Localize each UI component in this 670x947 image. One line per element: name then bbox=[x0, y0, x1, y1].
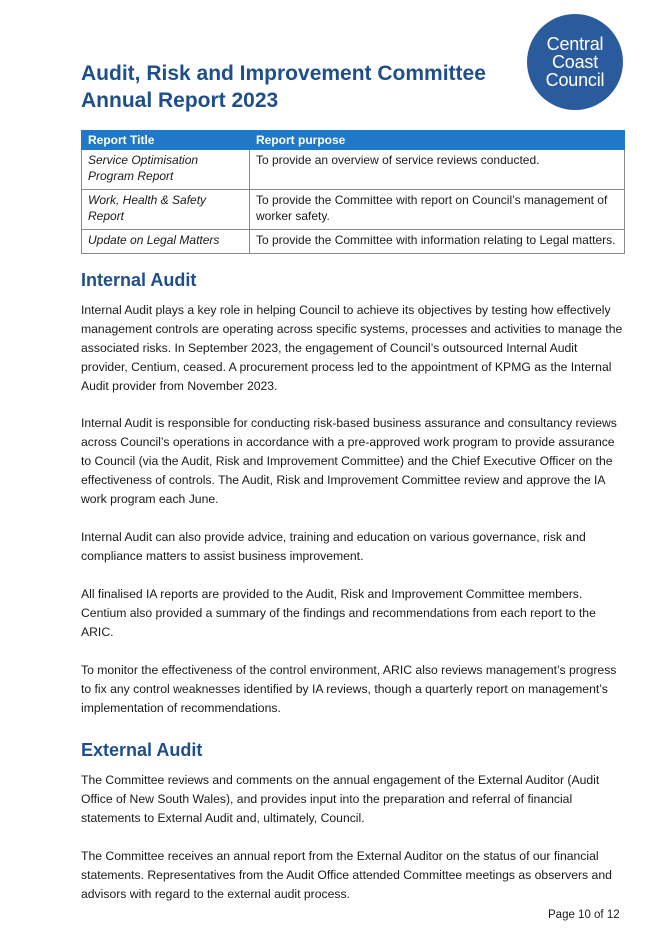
external-audit-heading: External Audit bbox=[81, 740, 203, 760]
table-header-row bbox=[82, 131, 625, 150]
report-title-cell: Update on Legal Matters bbox=[82, 230, 250, 254]
central-coast-council-logo bbox=[527, 14, 623, 110]
reports-table bbox=[81, 130, 625, 254]
title-line-2: Annual Report 2023 bbox=[81, 89, 279, 112]
page-number: Page 10 of 12 bbox=[548, 909, 620, 921]
internal-audit-paragraph-5: To monitor the effectiveness of the control environment, ARIC also reviews management’s progress to fix any control weaknesses identified by IA reviews, though a quarterly report on management’s implementation of recommendations. bbox=[81, 663, 617, 715]
report-title-cell: Service Optimisation Program Report bbox=[82, 150, 250, 190]
logo-line-2: Coast bbox=[551, 52, 599, 72]
column-header-report-purpose: Report purpose bbox=[250, 131, 625, 150]
report-purpose-cell: To provide an overview of service reviews conducted. bbox=[250, 150, 625, 190]
internal-audit-paragraph-3: Internal Audit can also provide advice, training and education on various governance, risk and compliance matters to assist business improvement. bbox=[81, 530, 586, 563]
internal-audit-heading: Internal Audit bbox=[81, 270, 197, 290]
report-title-cell: Work, Health & Safety Report bbox=[82, 190, 250, 230]
report-purpose-cell: To provide the Committee with report on Council’s management of worker safety. bbox=[250, 190, 625, 230]
internal-audit-paragraph-2: Internal Audit is responsible for conducting risk-based business assurance and consultancy reviews across Council’s operations in accordance with a pre-approved work program to provide assurance to Council (via the Audit, Risk and Improvement Committee) and the Chief Executive Officer on the effectiveness of controls. The Audit, Risk and Improvement Committee review and approve the IA work program each June. bbox=[81, 416, 617, 506]
external-audit-paragraph-2: The Committee receives an annual report from the External Auditor on the status of our financial statements. Representatives from the Audit Office attended Committee meetings as observers and advisors with regard to the external audit process. bbox=[81, 849, 612, 901]
logo-line-3: Council bbox=[545, 70, 605, 90]
table-row bbox=[82, 150, 625, 190]
title-line-1: Audit, Risk and Improvement Committee bbox=[81, 62, 486, 85]
internal-audit-paragraph-1: Internal Audit plays a key role in helping Council to achieve its objectives by testing how effectively management controls are operating across specific systems, processes and activities to manage the associated risks. In September 2023, the engagement of Council’s outsourced Internal Audit provider, Centium, ceased. A procurement process led to the appointment of KPMG as the Internal Audit provider from November 2023. bbox=[81, 303, 623, 393]
table-row bbox=[82, 190, 625, 230]
table-row bbox=[82, 230, 625, 254]
logo-line-1: Central bbox=[546, 34, 604, 54]
external-audit-paragraph-1: The Committee reviews and comments on the annual engagement of the External Auditor (Audit Office of New South Wales), and provides input into the preparation and referral of financial statements to External Audit and, ultimately, Council. bbox=[81, 773, 600, 825]
document-title bbox=[81, 60, 511, 114]
column-header-report-title: Report Title bbox=[82, 131, 250, 150]
report-purpose-cell: To provide the Committee with information relating to Legal matters. bbox=[250, 230, 625, 254]
internal-audit-paragraph-4: All finalised IA reports are provided to the Audit, Risk and Improvement Committee members. Centium also provided a summary of the findings and recommendations from each report to the ARIC. bbox=[81, 587, 596, 639]
